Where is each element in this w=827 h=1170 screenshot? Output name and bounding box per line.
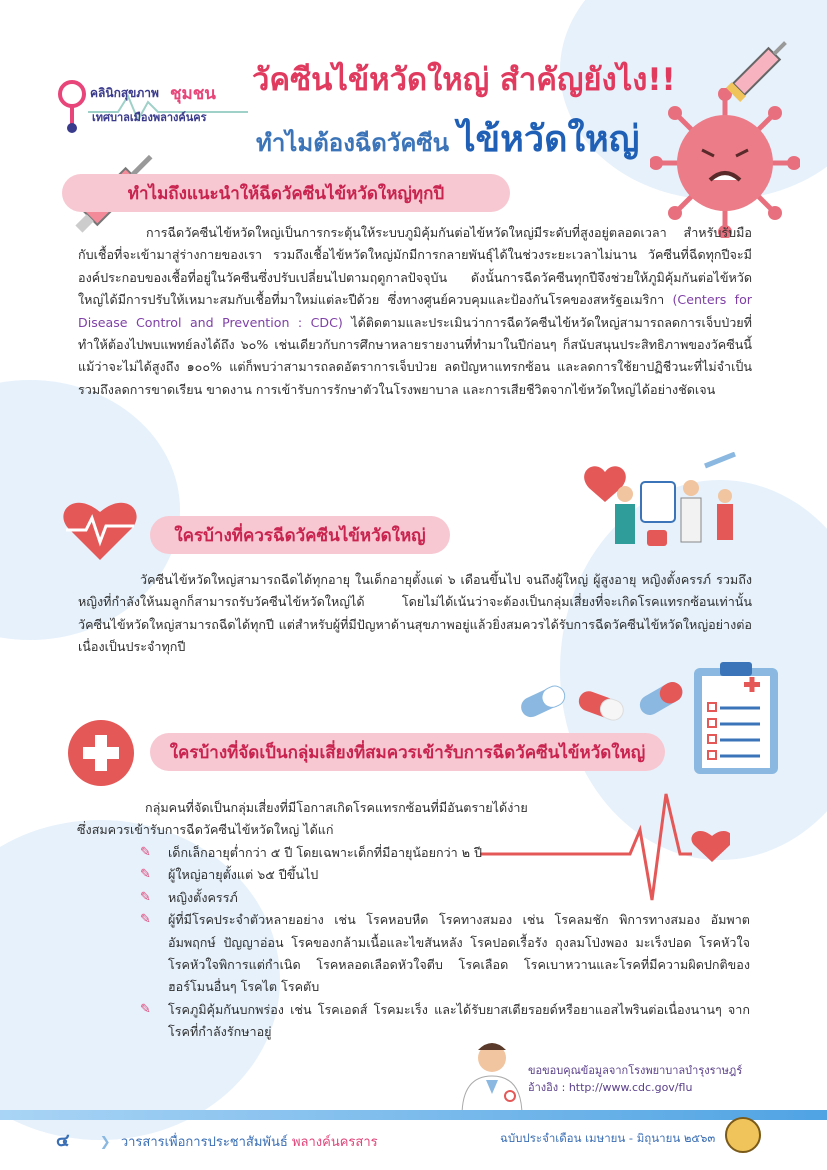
- section1-heading: ทำไมถึงแนะนำให้ฉีดวัคซีนไข้หวัดใหญ่ทุกปี: [62, 174, 510, 212]
- section3-intro-line2: ซึ่งสมควรเข้ารับการฉีดวัคซีนไข้หวัดใหญ่ ได้แก่: [77, 822, 334, 838]
- list-item: ✎ หญิงตั้งครรภ์: [138, 887, 750, 909]
- medical-cross-icon: [68, 720, 134, 786]
- logo-line2: เทศบาลเมืองพลางค์นคร: [92, 111, 207, 124]
- syringe-bullet-icon: ✎: [140, 1001, 151, 1017]
- page-subtitle: [256, 110, 639, 167]
- pills-icon: [512, 672, 692, 732]
- page-number: ๔: [56, 1130, 70, 1151]
- subtitle-big: ไข้หวัดใหญ่: [457, 119, 640, 160]
- subtitle-small: ทำไมต้องฉีดวัคซีน: [256, 129, 450, 157]
- list-item: ✎ เด็กเล็กอายุต่ำกว่า ๕ ปี โดยเฉพาะเด็กที่มีอายุน้อยกว่า ๒ ปี: [138, 842, 750, 864]
- footer-bar: [0, 1110, 827, 1120]
- list-item: ✎ ผู้ใหญ่อายุตั้งแต่ ๖๕ ปีขึ้นไป: [138, 864, 750, 886]
- footer-chevron-icon: ❯: [99, 1135, 111, 1150]
- syringe-top-icon: [720, 28, 800, 108]
- heart-pulse-icon: [60, 496, 140, 566]
- section3-heading: ใครบ้างที่จัดเป็นกลุ่มเสี่ยงที่สมควรเข้ารับการฉีดวัคซีนไข้หวัดใหญ่: [150, 733, 665, 771]
- section2-paragraph: [78, 569, 752, 659]
- footer-magazine: [56, 1125, 378, 1154]
- footer-issue: ฉบับประจำเดือน เมษายน - มิถุนายน ๒๕๖๓: [500, 1131, 716, 1145]
- magazine-prefix: วารสารเพื่อการประชาสัมพันธ์: [120, 1135, 288, 1150]
- risk-group-list: [138, 842, 750, 1044]
- section1-paragraph: [78, 222, 752, 401]
- list-item: ✎ โรคภูมิคุ้มกันบกพร่อง เช่น โรคเอดส์ โรคมะเร็ง และได้รับยาสเตียรอยด์หรือยาแอสไพรินต่อเนื่องนานๆ จากโรคที่กำลังรักษาอยู่: [138, 999, 750, 1044]
- magazine-city: พลางค์นครสาร: [291, 1135, 378, 1150]
- logo-brand: ชุมชน: [170, 84, 216, 104]
- section3-intro-line1: กลุ่มคนที่จัดเป็นกลุ่มเสี่ยงที่มีโอกาสเกิดโรคแทรกซ้อนที่มีอันตรายได้ง่าย: [145, 800, 528, 815]
- municipality-seal-icon: [725, 1117, 761, 1153]
- logo-line1: คลินิกสุขภาพ: [90, 86, 159, 100]
- syringe-bullet-icon: ✎: [140, 867, 151, 883]
- section2-text: วัคซีนไข้หวัดใหญ่สามารถฉีดได้ทุกอายุ ในเด็กอายุตั้งแต่ ๖ เดือนขึ้นไป จนถึงผู้ใหญ่ ผู้สูงอายุ หญิงตั้งครรภ์ รวมถึงหญิงที่กำลังให้นมลูกก็สามารถรับวัคซีนไข้หวัดใหญ่ได้ โดยไม่ได้เน้นว่าจะต้องเป็นกลุ่มเสี่ยงที่จะเกิดโรคแทรกซ้อนเท่านั้น วัคซีนไข้หวัดใหญ่สามารถฉีดได้ทุกปี แต่สำหรับผู้ที่มีปัญหาด้านสุขภาพอยู่แล้วยิ่งสมควรได้รับการฉีดวัคซีนไข้หวัดใหญ่อย่างต่อเนื่องเป็นประจำทุกปี: [78, 572, 752, 655]
- section2-heading: ใครบ้างที่ควรฉีดวัคซีนไข้หวัดใหญ่: [150, 516, 450, 554]
- page-title: วัคซีนไข้หวัดใหญ่ สำคัญยังไง!!: [252, 62, 676, 98]
- syringe-bullet-icon: ✎: [140, 845, 151, 860]
- credit-thanks: ขอขอบคุณข้อมูลจากโรงพยาบาลบำรุงราษฎร์: [528, 1064, 743, 1077]
- medical-team-illustration-icon: [555, 452, 755, 562]
- syringe-bullet-icon: ✎: [140, 889, 151, 905]
- doctor-illustration-icon: [452, 1036, 532, 1116]
- stethoscope-icon: [52, 78, 92, 134]
- credit-reference: อ้างอิง : http://www.cdc.gov/flu: [528, 1081, 693, 1094]
- list-item: ✎ ผู้ที่มีโรคประจำตัวหลายอย่าง เช่น โรคหอบหืด โรคทางสมอง เช่น โรคลมชัก พิการทางสมอง อัมพาต อัมพฤกษ์ ปัญญาอ่อน โรคของกล้ามเนื้อและไขสันหลัง โรคปอดเรื้อรัง ถุงลมโป่งพอง มะเร็งปอด โรคหัวใจ โรคหัวใจพิการแต่กำเนิด โรคหลอดเลือดหัวใจตีบ โรคเลือด โรคเบาหวานและโรคที่มีความผิดปกติของฮอร์โมนอื่นๆ โรคไต โรคตับ: [138, 909, 750, 999]
- credit-box: [528, 1062, 760, 1112]
- section1-text-before: การฉีดวัคซีนไข้หวัดใหญ่เป็นการกระตุ้นให้ระบบภูมิคุ้มกันต่อไข้หวัดใหญ่มีระดับที่สูงอยู่ตลอดเวลา สำหรับรับมือกับเชื้อที่จะเข้ามาสู่ร่างกายของเรา รวมถึงเชื้อไข้หวัดใหญ่มักมีการกลายพันธุ์ได้ในช่วงระยะเวลาไม่นาน วัคซีนที่ฉีดทุกปีจะมีองค์ประกอบของเชื้อที่อยู่ในวัคซีนซึ่งปรับเปลี่ยนไปตามฤดูกาลปัจจุบัน ดังนั้นการฉีดวัคซีนทุกปีจึงช่วยให้ภูมิคุ้มกันต่อไข้หวัดใหญ่ได้มีการปรับให้เหมาะสมกับเชื้อที่มาใหม่แต่ละปีด้วย ซึ่งทางศูนย์ควบคุมและป้องกันโรคของสหรัฐอเมริกา: [78, 225, 752, 308]
- syringe-bullet-icon: ✎: [140, 912, 151, 928]
- clipboard-checklist-icon: [690, 658, 782, 778]
- section1-text-after: ได้ติดตามและประเมินว่าการฉีดวัคซีนไข้หวัดใหญ่สามารถลดการเจ็บป่วยที่ทำให้ต้องไปพบแพทย์ลงได้ถึง ๖๐% เช่นเดียวกับการศึกษาหลายรายงานที่ทำมาในปีก่อนๆ ก็สนับสนุนประสิทธิภาพของวัคซีนนี้ แม้ว่าจะไม่ได้สูงถึง ๑๐๐% แต่ก็พบว่าสามารถลดอัตราการเจ็บป่วย ลดปัญหาแทรกซ้อน และลดการใช้ยาปฏิชีวนะที่ไม่จำเป็น รวมถึงลดการขาดเรียน ขาดงาน การเข้ารับการรักษาตัวในโรงพยาบาล และการเสียชีวิตจากไข้หวัดใหญ่ได้อย่างชัดเจน: [78, 314, 752, 397]
- cdc-highlight: (Centers for Disease Control and Prevention : CDC): [78, 292, 752, 330]
- virus-illustration-icon: [650, 88, 800, 238]
